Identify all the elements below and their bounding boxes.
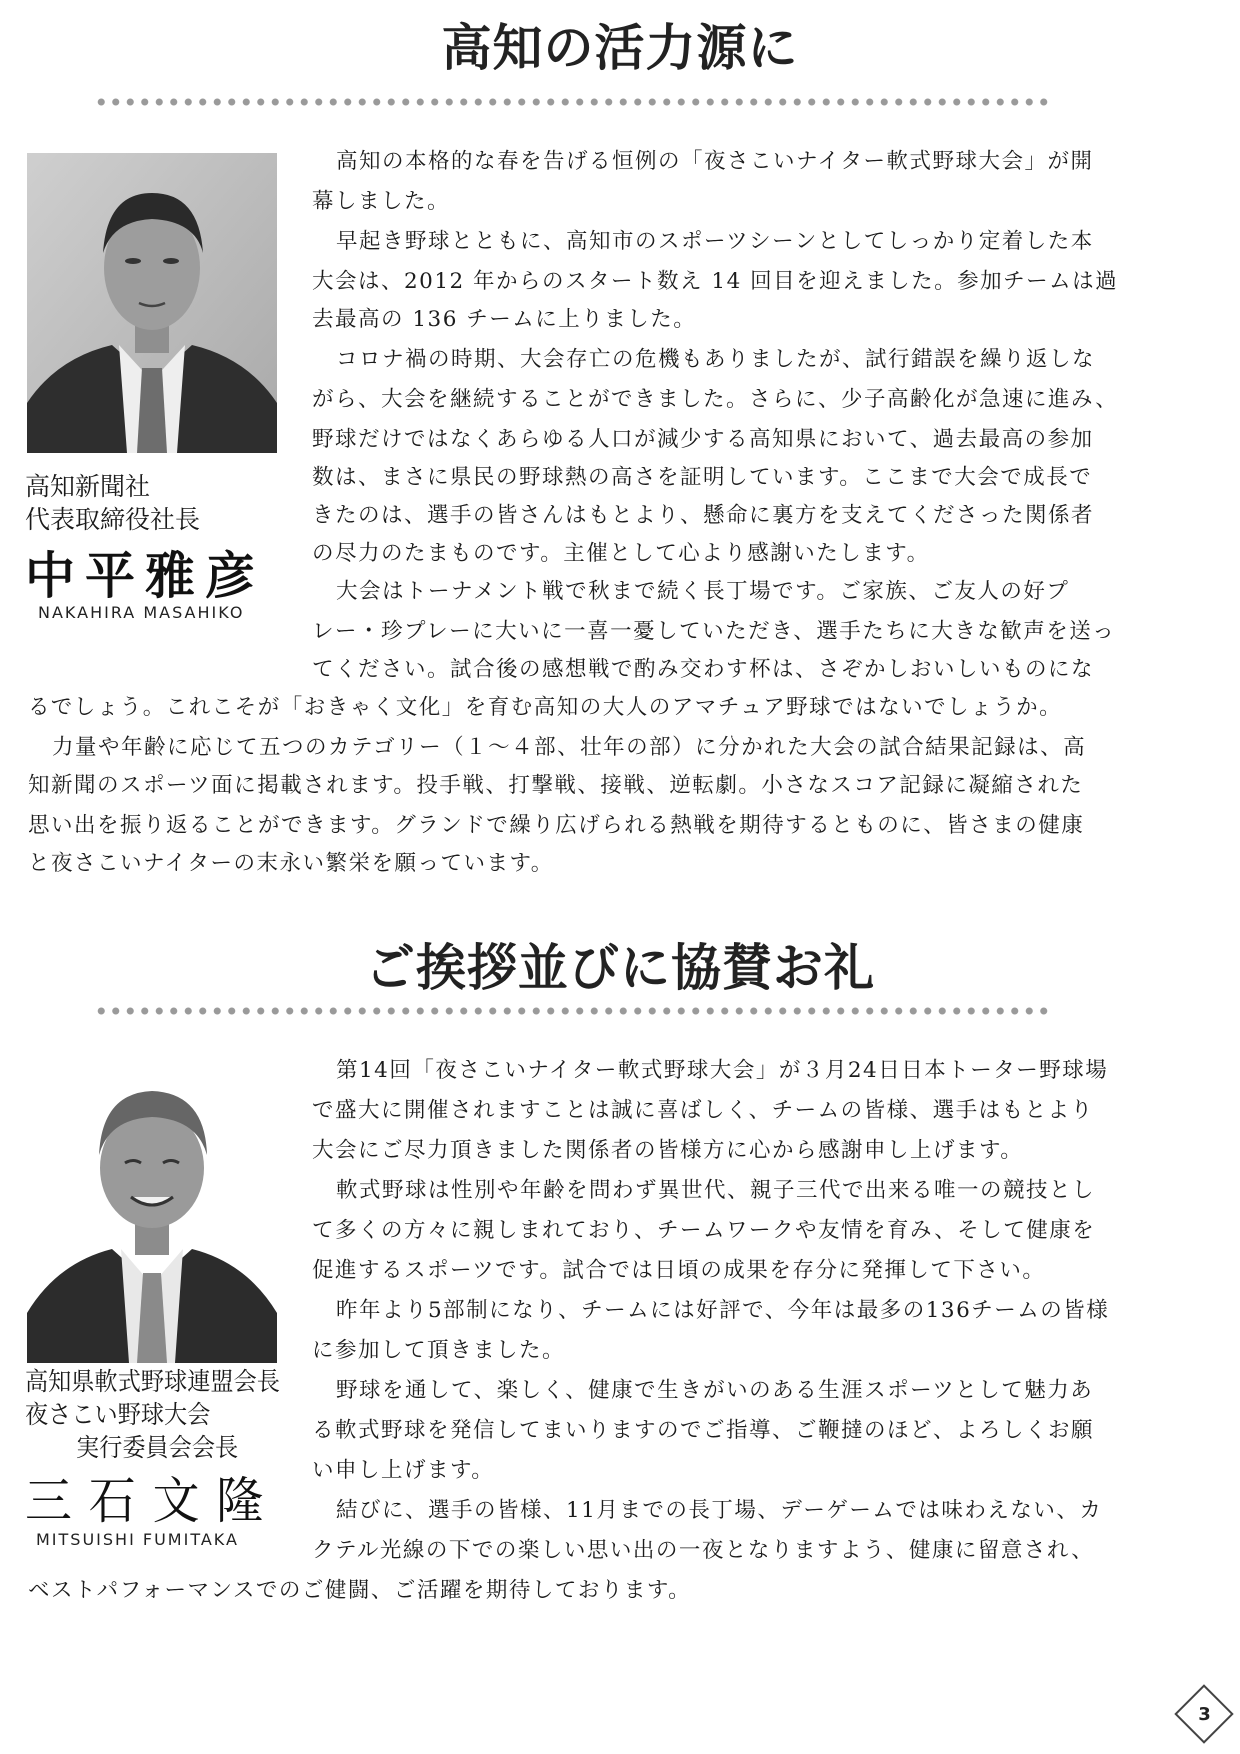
name-nakahira: 中平雅彦 bbox=[25, 546, 265, 605]
portrait-nakahira bbox=[27, 153, 277, 453]
portrait-mitsuishi bbox=[27, 1063, 277, 1363]
section2-heading: ご挨拶並びに協賛お礼 bbox=[365, 939, 875, 997]
name-mitsuishi: 三石文隆 bbox=[25, 1472, 281, 1530]
dotted-divider bbox=[94, 1006, 1054, 1016]
paragraph-line: 促進するスポーツです。試合では日頃の成果を存分に発揮して下さい。 bbox=[312, 1258, 1046, 1283]
paragraph-line: るでしょう。これこそが「おきゃく文化」を育む高知の大人のアマチュア野球ではないでしょうか。 bbox=[28, 695, 1063, 720]
paragraph-line: がら、大会を継続することができました。さらに、少子高齢化が急速に進み、 bbox=[312, 387, 1119, 412]
paragraph-line: で盛大に開催されますことは誠に喜ばしく、チームの皆様、選手はもとより bbox=[312, 1098, 1094, 1123]
paragraph-line: コロナ禍の時期、大会存亡の危機もありましたが、試行錯誤を繰り返しな bbox=[336, 347, 1096, 372]
name-roman-mitsuishi: MITSUISHI FUMITAKA bbox=[36, 1530, 239, 1549]
paragraph-line: 力量や年齢に応じて五つのカテゴリー（１～４部、壮年の部）に分かれた大会の試合結果記録は、高 bbox=[52, 735, 1087, 760]
name-roman-nakahira: NAKAHIRA MASAHIKO bbox=[38, 603, 245, 622]
paragraph-line: 去最高の 136 チームに上りました。 bbox=[312, 307, 697, 332]
paragraph-line: 第14回「夜さこいナイター軟式野球大会」が３月24日日本トーター野球場 bbox=[336, 1058, 1109, 1083]
paragraph-line: 大会はトーナメント戦で秋まで続く長丁場です。ご家族、ご友人の好プ bbox=[336, 579, 1070, 604]
paragraph-line: 大会にご尽力頂きました関係者の皆様方に心から感謝申し上げます。 bbox=[312, 1138, 1024, 1163]
page-number: 3 bbox=[1198, 1704, 1211, 1725]
affiliation-mitsuishi bbox=[25, 1365, 300, 1464]
paragraph-line: 結びに、選手の皆様、11月までの長丁場、デーゲームでは味わえない、カ bbox=[336, 1498, 1103, 1523]
affiliation-line: 高知新聞社 bbox=[25, 472, 151, 501]
paragraph-line: 大会は、2012 年からのスタート数え 14 回目を迎えました。参加チームは過 bbox=[312, 269, 1119, 294]
paragraph-line: きたのは、選手の皆さんはもとより、懸命に裏方を支えてくださった関係者 bbox=[312, 503, 1095, 528]
paragraph-line: 軟式野球は性別や年齢を問わず異世代、親子三代で出来る唯一の競技とし bbox=[336, 1178, 1096, 1203]
paragraph-line: い申し上げます。 bbox=[312, 1458, 495, 1483]
paragraph-line: 昨年より5部制になり、チームには好評で、今年は最多の136チームの皆様 bbox=[336, 1298, 1110, 1323]
affiliation-line: 代表取締役社長 bbox=[25, 505, 201, 534]
paragraph-line: の尽力のたまものです。主催として心より感謝いたします。 bbox=[312, 541, 930, 566]
paragraph-line: 幕しました。 bbox=[312, 189, 451, 214]
paragraph-line: 知新聞のスポーツ面に掲載されます。投手戦、打撃戦、接戦、逆転劇。小さなスコア記録に凝縮された bbox=[28, 773, 1084, 798]
paragraph-line: て多くの方々に親しまれており、チームワークや友情を育み、そして健康を bbox=[312, 1218, 1096, 1243]
paragraph-line: 思い出を振り返ることができます。グランドで繰り広げられる熱戦を期待するとものに、皆さまの健康 bbox=[28, 813, 1085, 838]
affiliation-nakahira bbox=[25, 470, 200, 536]
paragraph-line: る軟式野球を発信してまいりますのでご指導、ご鞭撻のほど、よろしくお願 bbox=[312, 1418, 1095, 1443]
paragraph-line: と夜さこいナイターの末永い繁栄を願っています。 bbox=[28, 851, 554, 876]
paragraph-line: レー・珍プレーに大いに一喜一憂していただき、選手たちに大きな歓声を送っ bbox=[312, 619, 1116, 644]
paragraph-line: 早起き野球とともに、高知市のスポーツシーンとしてしっかり定着した本 bbox=[336, 229, 1094, 254]
paragraph-line: てください。試合後の感想戦で酌み交わす杯は、さぞかしおいしいものにな bbox=[312, 657, 1095, 682]
affiliation-line: 実行委員会会長 bbox=[75, 1433, 239, 1462]
paragraph-line: に参加して頂きました。 bbox=[312, 1338, 566, 1363]
section1-heading: 高知の活力源に bbox=[441, 19, 799, 77]
affiliation-line: 高知県軟式野球連盟会長 bbox=[25, 1367, 280, 1396]
paragraph-line: クテル光線の下での楽しい思い出の一夜となりますよう、健康に留意され、 bbox=[312, 1538, 1095, 1563]
paragraph-line: 野球を通して、楽しく、健康で生きがいのある生涯スポーツとして魅力あ bbox=[336, 1378, 1094, 1403]
dotted-divider bbox=[94, 97, 1054, 107]
paragraph-line: 野球だけではなくあらゆる人口が減少する高知県において、過去最高の参加 bbox=[312, 427, 1094, 452]
affiliation-line: 夜さこい野球大会 bbox=[25, 1400, 211, 1429]
paragraph-line: ベストパフォーマンスでのご健闘、ご活躍を期待しております。 bbox=[28, 1578, 692, 1603]
paragraph-line: 高知の本格的な春を告げる恒例の「夜さこいナイター軟式野球大会」が開 bbox=[336, 149, 1094, 174]
paragraph-line: 数は、まさに県民の野球熱の高さを証明しています。ここまで大会で成長で bbox=[312, 465, 1093, 490]
